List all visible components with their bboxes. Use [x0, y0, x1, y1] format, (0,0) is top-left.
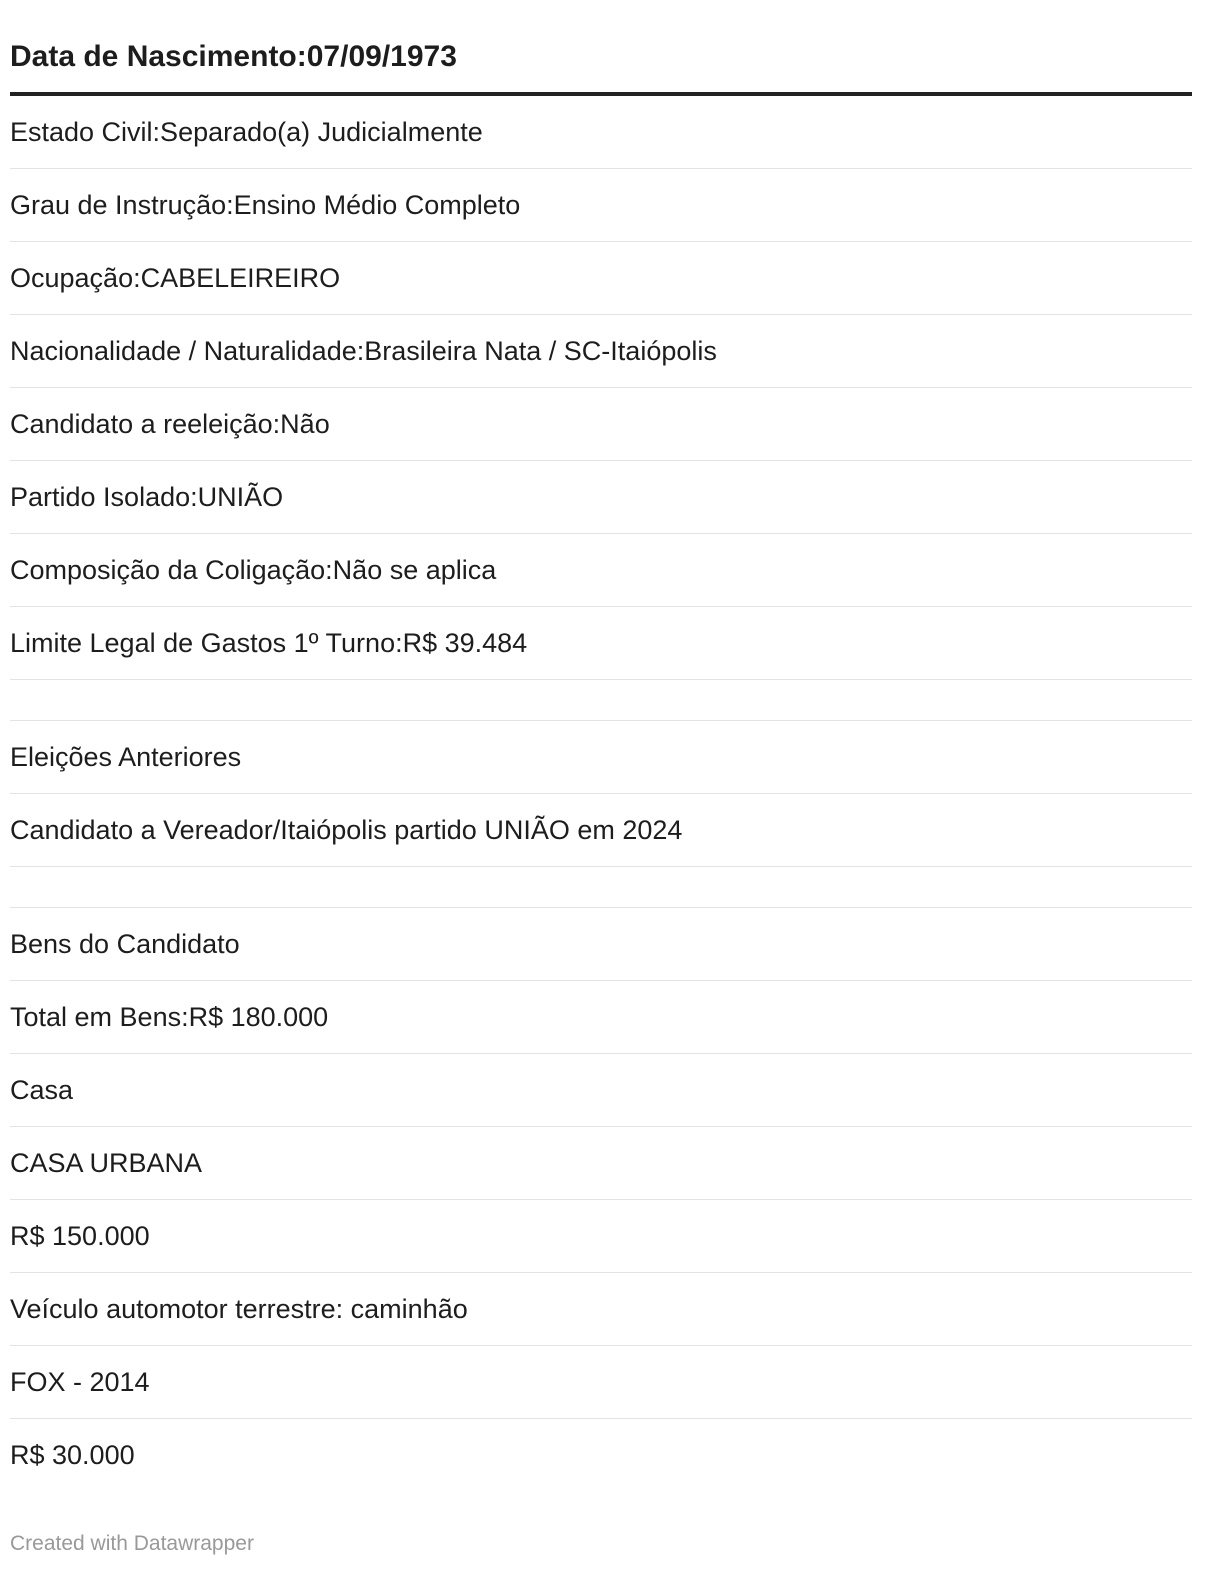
- table-row-coligacao: Composição da Coligação:Não se aplica: [10, 534, 1192, 607]
- table-header: [10, 0, 1192, 96]
- table-row-reeleicao: Candidato a reeleição:Não: [10, 388, 1192, 461]
- table-row-spacer: [10, 867, 1192, 908]
- table-row-valor-casa: R$ 150.000: [10, 1200, 1192, 1273]
- table-row-bens-candidato: Bens do Candidato: [10, 908, 1192, 981]
- table-row-estado-civil: Estado Civil:Separado(a) Judicialmente: [10, 96, 1192, 169]
- table-row-nacionalidade: Nacionalidade / Naturalidade:Brasileira Nata / SC-Itaiópolis: [10, 315, 1192, 388]
- table-row-spacer: [10, 680, 1192, 721]
- datawrapper-credit[interactable]: Created with Datawrapper: [10, 1532, 254, 1555]
- table-row-partido: Partido Isolado:UNIÃO: [10, 461, 1192, 534]
- table-row-casa-urbana: CASA URBANA: [10, 1127, 1192, 1200]
- table-row-eleicoes-anteriores: Eleições Anteriores: [10, 721, 1192, 794]
- table-row-casa: Casa: [10, 1054, 1192, 1127]
- table-row-limite-gastos: Limite Legal de Gastos 1º Turno:R$ 39.484: [10, 607, 1192, 680]
- table-row-fox: FOX - 2014: [10, 1346, 1192, 1419]
- data-table: [10, 0, 1192, 1492]
- table-row-ocupacao: Ocupação:CABELEIREIRO: [10, 242, 1192, 315]
- header-label: Data de Nascimento:07/09/1973: [10, 40, 457, 73]
- table-row-veiculo: Veículo automotor terrestre: caminhão: [10, 1273, 1192, 1346]
- table-row-valor-veiculo: R$ 30.000: [10, 1440, 135, 1470]
- table-row-total-bens: Total em Bens:R$ 180.000: [10, 981, 1192, 1054]
- table-row-candidatura-2024: Candidato a Vereador/Itaiópolis partido UNIÃO em 2024: [10, 794, 1192, 867]
- table-row-grau-instrucao: Grau de Instrução:Ensino Médio Completo: [10, 169, 1192, 242]
